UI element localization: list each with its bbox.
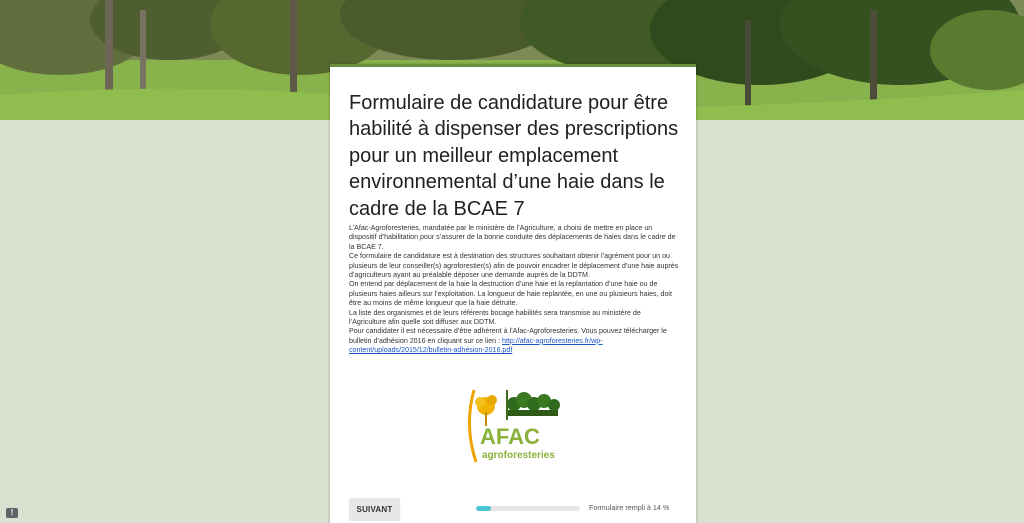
form-description xyxy=(349,224,679,356)
progress-bar-fill xyxy=(476,506,491,511)
report-issue-icon[interactable]: ! xyxy=(6,508,18,518)
logo-name: AFAC xyxy=(480,424,540,449)
form-card xyxy=(330,64,696,523)
logo-subtitle: agroforesteries xyxy=(482,450,555,461)
description-paragraph: Ce formulaire de candidature est à destination des structures souhaitant obtenir l’agrément pour un ou plusieurs de leur conseiller(s) agroforestier(s) afin de pouvoir encadrer le déplacement d’une haie auprès d’agriculteurs ayant au préalable déposer une demande auprès de la DDTM. xyxy=(349,252,679,280)
description-paragraph: On entend par déplacement de la haie la destruction d’une haie et la replantation d’une haie ou de plusieurs haies ailleurs sur l’exploitation. La longueur de haie replantée, en une ou plusieurs haies, doit être au moins de même longueur que la haie détruite. xyxy=(349,280,672,308)
progress-bar xyxy=(476,506,580,511)
afac-logo-graphic xyxy=(466,386,566,466)
adhesion-bulletin-link[interactable]: http://afac-agroforesteries.fr/wp-content/uploads/2015/12/bulletin-adhésion-2016.pdf xyxy=(349,336,603,355)
afac-logo xyxy=(466,386,566,466)
description-paragraph xyxy=(349,327,679,355)
next-button[interactable]: SUIVANT xyxy=(349,498,400,520)
form-title: Formulaire de candidature pour être habilité à dispenser des prescriptions pour un meilleur emplacement environnemental d’une haie dans le cadre de la BCAE 7 xyxy=(349,92,679,220)
progress-label: Formulaire rempli à 14 % xyxy=(589,503,670,512)
description-paragraph: La liste des organismes et de leurs référents bocage habilités sera transmise au ministère de l’Agriculture afin quelle soit diffuser aux DDTM. xyxy=(349,308,641,327)
description-paragraph: L’Afac-Agroforesteries, mandatée par le ministère de l’Agriculture, a choisi de mettre en place un dispositif d’habilitation pour s’assurer de la bonne conduite des déplacements de haies dans le cadre de la BCAE 7. xyxy=(349,224,676,251)
adhesion-text: Pour candidater il est nécessaire d’être adhérent à l’Afac-Agroforesteries. Vous pouvez télécharger le bulletin d’adhésion 2016 en cliquant sur ce lien : xyxy=(349,327,667,345)
card-accent-bar xyxy=(330,64,696,67)
